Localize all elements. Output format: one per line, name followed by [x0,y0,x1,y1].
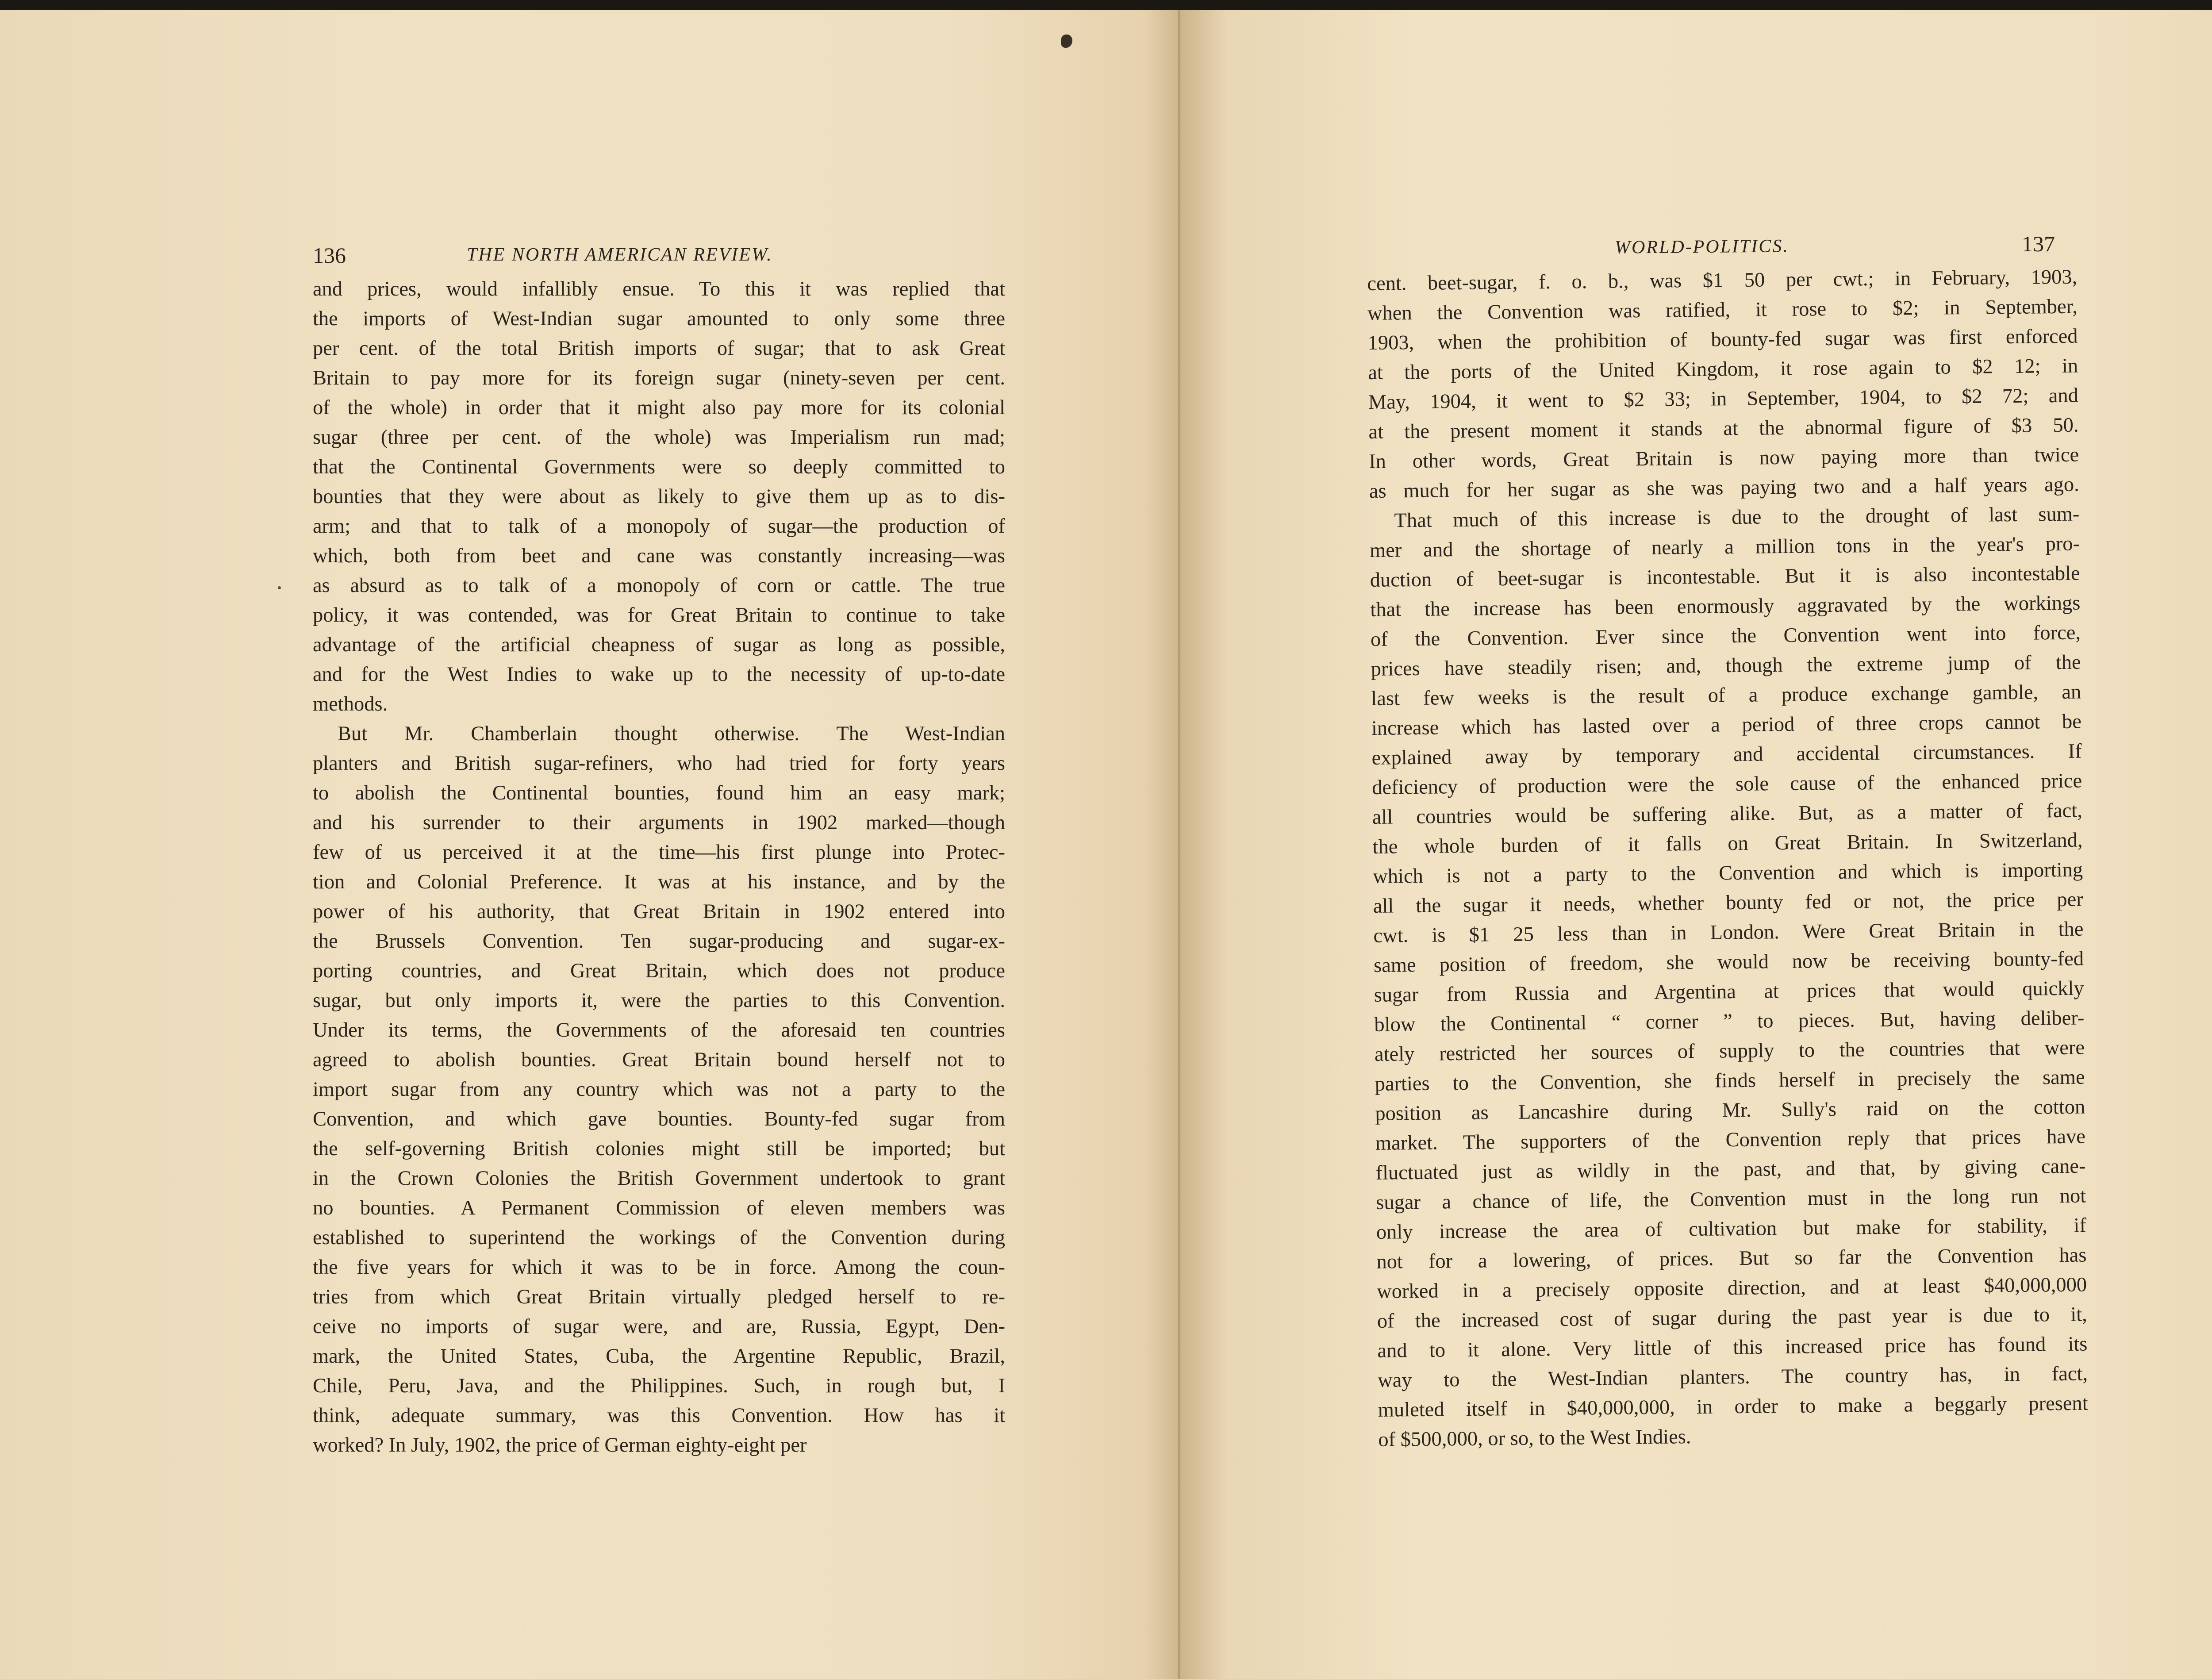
text-line: tion and Colonial Preference. It was at his instance, and by the [313,871,1005,893]
text-line: fluctuated just as wildly in the past, and that, by giving cane- [1375,1155,2086,1184]
text-line: way to the West-Indian planters. The country has, in fact, [1377,1362,2088,1392]
text-line: planters and British sugar-refiners, who had tried for forty years [313,752,1005,775]
text-line: not for a lowering, of prices. But so far the Convention has [1376,1244,2087,1273]
text-line: worked? In July, 1902, the price of German eighty-eight per [313,1434,807,1456]
text-line: that the Continental Governments were so deeply committed to [313,456,1005,478]
text-line: same position of freedom, she would now be receiving bounty-fed [1373,947,2084,977]
text-line: per cent. of the total British imports of sugar; that to ask Great [313,337,1005,360]
text-line: prices have steadily risen; and, though the extreme jump of the [1371,651,2081,680]
text-line: to abolish the Continental bounties, found him an easy mark; [313,782,1005,804]
text-line: agreed to abolish bounties. Great Britain bound herself not to [313,1049,1005,1071]
text-line: of $500,000, or so, to the West Indies. [1378,1425,1691,1451]
text-line: advantage of the artificial cheapness of sugar as long as possible, [313,634,1005,656]
text-line: sugar (three per cent. of the whole) was Imperialism run mad; [313,426,1005,449]
text-line: methods. [313,693,388,715]
text-line: Britain to pay more for its foreign sugar (ninety-seven per cent. [313,367,1005,389]
text-line: policy, it was contended, was for Great Britain to continue to take [313,604,1005,626]
text-line: and his surrender to their arguments in 1902 marked—though [313,811,1005,834]
text-line: mark, the United States, Cuba, the Argentine Republic, Brazil, [313,1345,1005,1368]
text-line: which is not a party to the Convention and which is importing [1372,858,2083,888]
text-line: the Brussels Convention. Ten sugar-producing and sugar-ex- [313,930,1005,953]
text-line: as absurd as to talk of a monopoly of corn or cattle. The true [313,574,1005,597]
text-line: muleted itself in $40,000,000, in order to make a beggarly present [1378,1392,2088,1422]
text-line: of the whole) in order that it might also pay more for its colonial [313,396,1005,419]
text-line: arm; and that to talk of a monopoly of sugar—the production of [313,515,1005,538]
text-line: cent. beet-sugar, f. o. b., was $1 50 per cwt.; in February, 1903, [1367,265,2078,295]
text-line: duction of beet-sugar is incontestable. But it is also incontestable [1370,562,2080,592]
text-line: and to it alone. Very little of this increased price has found its [1377,1333,2088,1362]
text-line: only increase the area of cultivation but make for stability, if [1376,1214,2087,1244]
text-line: at the present moment it stands at the abnormal figure of $3 50. [1368,414,2079,443]
text-line: of the Convention. Ever since the Convention went into force, [1370,621,2081,651]
text-line: and prices, would infallibly ensue. To this it was replied that [313,278,1005,300]
text-line: In other words, Great Britain is now paying more than twice [1368,443,2079,473]
right-running-title: WORLD-POLITICS. [1614,236,1790,258]
text-line: sugar a chance of life, the Convention must in the long run not [1376,1184,2086,1214]
text-line: when the Convention was ratified, it rose to $2; in September, [1367,295,2078,325]
text-line: May, 1904, it went to $2 33; in September, 1904, to $2 72; and [1368,384,2079,414]
left-page-number: 136 [313,243,346,268]
text-line: in the Crown Colonies the British Government undertook to grant [313,1167,1005,1190]
text-line: no bounties. A Permanent Commission of eleven members was [313,1197,1005,1219]
text-line: But Mr. Chamberlain thought otherwise. The West-Indian [338,722,1005,745]
text-line: all countries would be suffering alike. But, as a matter of fact, [1372,799,2083,829]
text-line: import sugar from any country which was not a party to the [313,1078,1005,1101]
text-line: power of his authority, that Great Britain in 1902 entered into [313,900,1005,923]
text-line: parties to the Convention, she finds herself in precisely the same [1375,1066,2085,1095]
text-line: mer and the shortage of nearly a million tons in the year's pro- [1369,532,2080,562]
right-page-body [1367,262,2089,1455]
stray-mark [278,586,281,589]
text-line: at the ports of the United Kingdom, it rose again to $2 12; in [1368,354,2078,384]
text-line: the imports of West-Indian sugar amounted to only some three [313,307,1005,330]
text-line: established to superintend the workings of the Convention during [313,1226,1005,1249]
left-running-title: THE NORTH AMERICAN REVIEW. [467,245,773,265]
text-line: position as Lancashire during Mr. Sully's raid on the cotton [1375,1095,2085,1125]
text-line: all the sugar it needs, whether bounty fed or not, the price per [1373,888,2083,918]
text-line: That much of this increase is due to the drought of last sum- [1394,503,2080,532]
text-line: of the increased cost of sugar during the past year is due to it, [1377,1303,2088,1333]
text-line: that the increase has been enormously aggravated by the workings [1370,592,2081,621]
text-line: think, adequate summary, was this Convention. How has it [313,1404,1005,1427]
text-line: deficiency of production were the sole cause of the enhanced price [1372,769,2082,799]
text-line: the self-governing British colonies might still be imported; but [313,1137,1005,1160]
left-page-body [313,274,1005,1460]
text-line: increase which has lasted over a period of three crops cannot be [1371,710,2082,740]
text-line: sugar, but only imports it, were the parties to this Convention. [313,989,1005,1012]
text-line: porting countries, and Great Britain, which does not produce [313,960,1005,982]
text-line: bounties that they were about as likely to give them up as to dis- [313,485,1005,508]
text-line: as much for her sugar as she was paying two and a half years ago. [1369,473,2079,503]
text-line: the five years for which it was to be in force. Among the coun- [313,1256,1005,1279]
text-line: last few weeks is the result of a produce exchange gamble, an [1371,680,2081,710]
book-gutter [1178,10,1180,1679]
right-page-number: 137 [2022,231,2055,256]
text-line: ceive no imports of sugar were, and are, Russia, Egypt, Den- [313,1315,1005,1338]
text-line: few of us perceived it at the time—his first plunge into Protec- [313,841,1005,864]
text-line: sugar from Russia and Argentina at prices that would quickly [1374,977,2084,1007]
text-line: worked in a precisely opposite direction, and at least $40,000,000 [1376,1273,2087,1303]
text-line: which, both from beet and cane was constantly increasing—was [313,545,1005,567]
text-line: cwt. is $1 25 less than in London. Were Great Britain in the [1373,918,2084,947]
text-line: Under its terms, the Governments of the aforesaid ten countries [313,1019,1005,1041]
text-line: explained away by temporary and accidental circumstances. If [1371,740,2082,769]
text-line: the whole burden of it falls on Great Britain. In Switzerland, [1372,829,2083,858]
text-line: and for the West Indies to wake up to the necessity of up-to-date [313,663,1005,686]
text-line: Convention, and which gave bounties. Bounty-fed sugar from [313,1108,1005,1130]
text-line: market. The supporters of the Convention reply that prices have [1375,1125,2086,1155]
text-line: Chile, Peru, Java, and the Philippines. Such, in rough but, I [313,1375,1005,1397]
text-line: 1903, when the prohibition of bounty-fed sugar was first enforced [1367,325,2078,354]
text-line: blow the Continental “ corner ” to pieces. But, having deliber- [1374,1007,2085,1036]
text-line: tries from which Great Britain virtually pledged herself to re- [313,1286,1005,1308]
text-line: ately restricted her sources of supply to the countries that were [1374,1036,2085,1066]
